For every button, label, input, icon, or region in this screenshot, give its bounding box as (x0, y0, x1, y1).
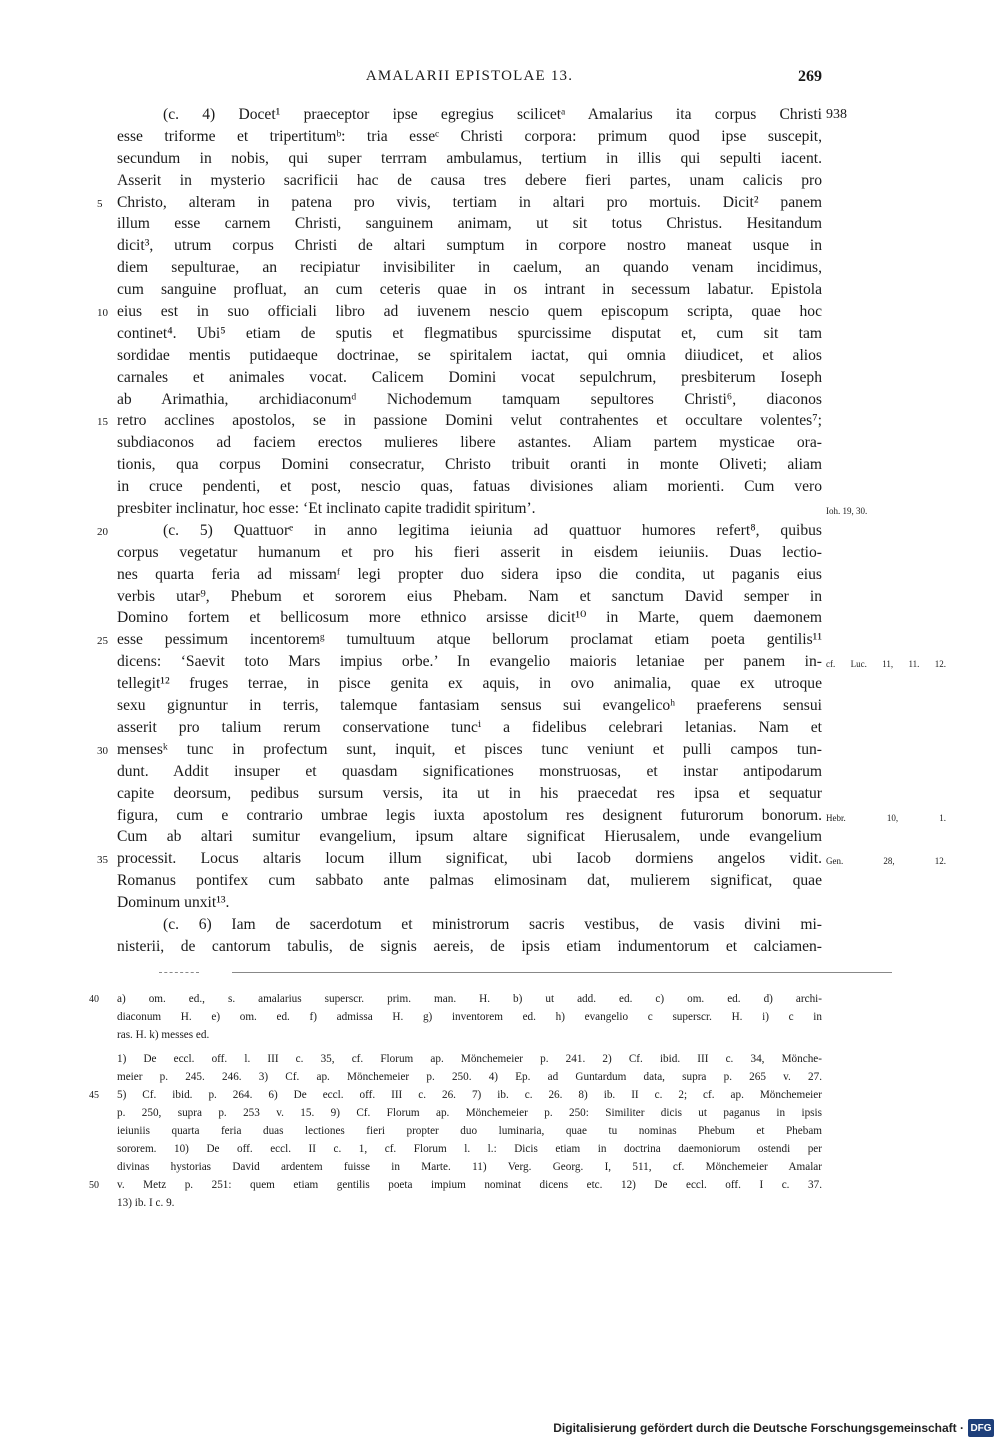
line-text: a) om. ed., s. amalarius superscr. prim. man. H. b) ut add. ed. c) om. ed. d) archi- (117, 993, 822, 1005)
line-text: retro acclines apostolos, se in passione Domini velut contrahentes et occultare volentes⁷; (117, 412, 822, 430)
line-text: dunt. Addit insuper et quasdam significationes monstruosas, et instar antipodarum (117, 762, 822, 780)
line-text: carnales et animales vocat. Calicem Domini vocat sepulchrum, presbiterum Ioseph (117, 368, 822, 386)
line-text: presbiter inclinatur, hoc esse: ‘Et inclinato capite tradidit spiritum’. (117, 500, 536, 518)
line-number: 25 (97, 635, 108, 648)
line-text: v. Metz p. 251: quem etiam gentilis poeta impium nominat dicens etc. 12) De eccl. off. I c. 37. (117, 1179, 822, 1191)
line-text: tionis, qua corpus Domini consecratur, Christo tribuit oranti in monte Oliveti; aliam (117, 456, 822, 474)
line-text: dicens: ‘Saevit toto Mars impius orbe.’ In evangelio maioris letaniae per panem in- (117, 653, 822, 671)
line-text: (c. 4) Docet¹ praeceptor ipse egregius scilicetᵃ Amalarius ita corpus Christi (163, 106, 822, 123)
separator-dash (159, 972, 199, 973)
text-line (117, 367, 822, 389)
line-text: eius est in suo officiali libro ad iuvenem nescio quem episcopum scripta, quae hoc (117, 303, 822, 321)
line-number: 40 (89, 994, 99, 1005)
text-line (117, 936, 822, 958)
line-text: nisterii, de cantorum tabulis, de signis aereis, de ipsis etiam indumentorum et calciamen- (117, 937, 822, 955)
footnote-line (89, 1176, 822, 1194)
line-number: 5 (97, 197, 103, 210)
text-line (117, 892, 822, 914)
text-line (117, 257, 822, 279)
line-text: continet⁴. Ubi⁵ etiam de sputis et flegmatibus spurcissime disputat et, cum sit tam (117, 324, 822, 342)
line-number: 50 (89, 1180, 99, 1191)
text-line (97, 192, 822, 214)
line-text: diaconum H. e) om. ed. f) admissa H. g) inventorem ed. h) evangelio c superscr. H. i) c in (117, 1011, 822, 1023)
margin-reference: 938 (826, 107, 847, 122)
text-line (117, 104, 847, 126)
line-text: cum sanguine profluat, an cum ceteris quae in os intrant in secessum labatur. Epistola (117, 281, 822, 299)
line-text: 13) ib. I c. 9. (117, 1197, 175, 1209)
page-number: 269 (798, 68, 822, 85)
line-number: 35 (97, 854, 108, 867)
text-line (97, 739, 822, 761)
line-text: ab Arimathia, archidiaconumᵈ Nichodemum tamquam sepultores Christi⁶, diaconos (117, 390, 822, 408)
margin-reference: Gen. 28, 12. (826, 856, 946, 867)
text-line (117, 389, 822, 411)
line-text: illum esse carnem Christi, sanguinem animam, ut sit totus Christus. Hesitandum (117, 215, 822, 233)
sponsor-text: Digitalisierung gefördert durch die Deutsche Forschungsgemeinschaft · (553, 1421, 964, 1435)
line-text: sexu gignuntur in terris, talemque fantasiam sensus sui evangelicoʰ praeferens sensui (117, 697, 822, 715)
line-text: (c. 6) Iam de sacerdotum et ministrorum sacris vestibus, de vasis divini mi- (163, 915, 822, 933)
text-line (117, 498, 868, 520)
line-text: divinas hystorias David ardentem fuisse in Marte. 11) Verg. Georg. I, 511, cf. Mönchemeier Amalar (117, 1161, 822, 1173)
line-text: capite deorsum, pedibus sursum versis, ita ut in his praecedat res ipsa et sequatur (117, 784, 822, 802)
text-line (117, 673, 822, 695)
text-line (117, 564, 822, 586)
line-number: 20 (97, 525, 108, 538)
line-text: Asserit in mysterio sacrificii hac de causa tres debere fieri partes, unam calicis pro (117, 171, 822, 189)
line-text: Romanus pontifex cum sabbato ante palmas elimosinam dat, mulierem significat, quae (117, 872, 822, 890)
text-line (117, 761, 822, 783)
line-text: ras. H. k) messes ed. (117, 1029, 210, 1041)
text-line (117, 717, 822, 739)
line-text: p. 250, supra p. 253 v. 15. 9) Cf. Florum ap. Mönchemeier p. 250: Similiter dicis ut paganus in ipsis (117, 1107, 822, 1119)
line-text: Dominum unxit¹³. (117, 894, 230, 912)
text-line (117, 345, 822, 367)
text-line (117, 651, 946, 673)
line-text: Christo, alteram in patena pro vivis, tertiam in altari pro mortuis. Dicit² panem (117, 193, 822, 211)
line-number: 15 (97, 416, 108, 429)
text-line (97, 520, 822, 542)
line-text: diem sepulturae, an recipiatur invisibiliter in caelum, an quando venam incidimus, (117, 259, 822, 277)
footnote-line (89, 990, 822, 1008)
footnote-line (89, 1086, 822, 1104)
line-text: processit. Locus altaris locum illum significat, ubi Iacob dormiens angelos vidit. (117, 850, 822, 868)
line-text: in cruce pendenti, et post, nescio quas, fatuas divisiones aliam morienti. Cum vero (117, 478, 822, 496)
footnote-line (117, 1026, 822, 1044)
footnote-line (117, 1104, 822, 1122)
footnote-separator (117, 969, 822, 975)
footnote-line (117, 1140, 822, 1158)
footnote-line (117, 1008, 822, 1026)
dfg-logo-icon: DFG (968, 1419, 994, 1437)
text-line (117, 870, 822, 892)
text-line (117, 235, 822, 257)
footnote-line (117, 1194, 822, 1212)
separator-rule (232, 972, 892, 973)
footnote-line (117, 1068, 822, 1086)
line-number: 30 (97, 744, 108, 757)
source-footnotes (89, 1050, 822, 1212)
text-line (117, 279, 822, 301)
line-text: 5) Cf. ibid. p. 264. 6) De eccl. off. III c. 26. 7) ib. c. 26. 8) ib. II c. 2; cf. ap. Mönchemeier (117, 1089, 822, 1101)
line-text: nes quarta feria ad missamᶠ legi propter duo sidera ipso die condita, ut paganis eius (117, 565, 822, 583)
sponsor-credit (553, 1417, 994, 1439)
line-text: esse triforme et tripertitumᵇ: tria esseᶜ Christi corpora: primum quod ipse suscepit, (117, 127, 822, 145)
text-line (117, 170, 822, 192)
footnote-line (117, 1122, 822, 1140)
text-line (117, 607, 822, 629)
text-line (117, 914, 822, 936)
line-text: sordidae mentis putidaeque doctrinae, se spiritalem iactat, qui omnia diiudicet, et alios (117, 346, 822, 364)
line-text: subdiaconos ad faciem erectos mulieres libere astantes. Aliam partem mysticae ora- (117, 434, 822, 452)
text-line (97, 848, 946, 870)
line-text: tellegit¹² fruges terrae, in pisce genita ex aquis, in ovo animalia, quae ex utroque (117, 675, 822, 693)
line-text: figura, cum e contrario umbrae legis iuxta apostolum res designent futurorum bonorum. (117, 806, 822, 824)
text-line (117, 542, 822, 564)
line-text: esse pessimum incentoremᵍ tumultuum atque bellorum proclamat etiam poeta gentilis¹¹ (117, 631, 822, 649)
text-line (117, 826, 822, 848)
line-text: sororem. 10) De off. eccl. II c. 1, cf. Florum l. l.: Dicis etiam in doctrina daemoniorum ostendi per (117, 1143, 822, 1155)
line-text: meier p. 245. 246. 3) Cf. ap. Mönchemeier p. 250. 4) Ep. ad Guntardum data, supra p. 265 v. 27. (117, 1071, 822, 1083)
text-line (117, 586, 822, 608)
text-line (117, 805, 946, 827)
text-line (117, 476, 822, 498)
line-text: verbis utar⁹, Phebum et sororem eius Phebam. Nam et sanctum David semper in (117, 587, 822, 605)
line-number: 45 (89, 1090, 99, 1101)
main-text (97, 104, 946, 958)
margin-reference: cf. Luc. 11, 11. 12. (826, 659, 946, 670)
line-text: (c. 5) Quattuorᵉ in anno legitima ieiunia ad quattuor humores refert⁸, quibus (163, 521, 822, 539)
textual-apparatus (89, 990, 822, 1044)
page-header (117, 68, 822, 90)
line-text: Cum ab altari sumitur evangelium, ipsum altare significat Hierusalem, unde evangelium (117, 828, 822, 846)
text-line (97, 301, 822, 323)
text-line (117, 695, 822, 717)
line-text: corpus vegetatur humanum et pro his fieri asserit in eisdem ieiuniis. Duas lectio- (117, 543, 822, 561)
text-line (117, 432, 822, 454)
text-line (117, 783, 822, 805)
line-text: ieiuniis quarta feria duas lectiones fieri propter duo luminaria, quae tu nominas Phebum et Phebam (117, 1125, 822, 1137)
line-text: mensesᵏ tunc in profectum sunt, inquit, et pisces tunc veniunt et pulli campos tun- (117, 740, 822, 758)
text-line (117, 148, 822, 170)
running-title: AMALARII EPISTOLAE 13. (365, 68, 574, 84)
text-line (117, 323, 822, 345)
footnote-line (117, 1158, 822, 1176)
text-line (97, 410, 822, 432)
line-text: asserit pro talium rerum conservatione tuncⁱ a fidelibus celebrari letanias. Nam et (117, 718, 822, 736)
text-line (117, 213, 822, 235)
line-text: dicit³, utrum corpus Christi de altari sumptum in corpore nostro maneat usque in (117, 237, 822, 255)
margin-reference: Hebr. 10, 1. (826, 812, 946, 823)
line-text: 1) De eccl. off. l. III c. 35, cf. Florum ap. Mönchemeier p. 241. 2) Cf. ibid. III c. 34, Mönche- (117, 1053, 822, 1065)
line-number: 10 (97, 307, 108, 320)
line-text: Domino fortem et bellicosum more ethnico arsisse dicit¹⁰ in Marte, quem daemonem (117, 609, 822, 627)
text-line (117, 454, 822, 476)
margin-reference: Ioh. 19, 30. (826, 506, 868, 517)
footnote-line (117, 1050, 822, 1068)
text-line (97, 629, 822, 651)
text-line (117, 126, 822, 148)
line-text: secundum in nobis, qui super terrram ambulamus, tertium in illis qui sepulti iacent. (117, 149, 822, 167)
